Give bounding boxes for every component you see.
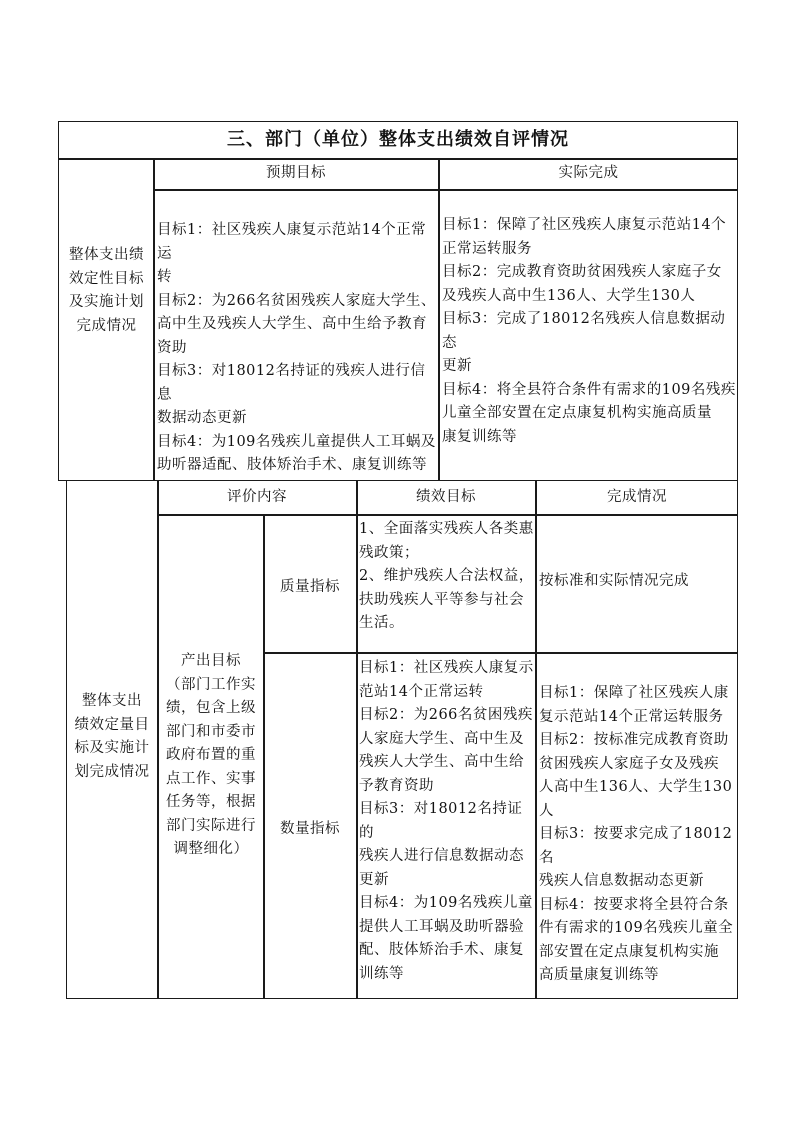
actual-completion-text: 目标1：保障了社区残疾人康复示范站14个 正常运转服务 目标2：完成教育资助贫困残疾人家庭子女 及残疾人高中生136人、大学生130人 目标3：完成了18012名残疾人信息数据动态 更新 目标4：将全县符合条件有需求的109名残疾 儿童全部安置在定点康复机构实施高质量 康复训练等 <box>442 217 736 445</box>
divider <box>58 158 738 160</box>
quality-target-text: 1、全面落实残疾人各类惠 残政策； 2、维护残疾人合法权益， 扶助残疾人平等参与社会 生活。 <box>359 521 534 631</box>
column-header-eval: 评价内容 <box>227 489 287 505</box>
output-goal-label: 产出目标 （部门工作实 绩，包含上级 部门和市委市 政府布置的重 点工作、实事 任务等，根据 部门实际进行 调整细化） <box>166 653 256 857</box>
column-header-actual: 实际完成 <box>558 165 619 181</box>
row-label-qualitative: 整体支出绩 效定性目标 及实施计划 完成情况 <box>69 247 144 334</box>
divider <box>263 652 738 654</box>
quantity-target-text: 目标1：社区残疾人康复示 范站14个正常运转 目标2：为266名贫困残疾 人家庭大学生、高中生及 残疾人大学生、高中生给 予教育资助 目标3：对18012名持证的 残疾人进行信息数据动态 更新 目标4：为109名残疾儿童 提供人工耳蜗及助听器验 配、肢体矫治手术、康复 训练等 <box>359 660 534 982</box>
expected-goals-text: 目标1：社区残疾人康复示范站14个正常运 转 目标2：为266名贫困残疾人家庭大学生、 高中生及残疾人大学生、高中生给予教育 资助 目标3：对18012名持证的残疾人进行信息 数据动态更新 目标4：为109名残疾儿童提供人工耳蜗及 助听器适配、肢体矫治手术、康复训练等 <box>157 222 436 473</box>
divider <box>438 158 440 481</box>
quantity-indicator-label: 数量指标 <box>280 821 340 837</box>
divider <box>356 481 358 999</box>
column-header-target: 绩效目标 <box>416 489 476 505</box>
divider <box>153 189 738 191</box>
quality-done-text: 按标准和实际情况完成 <box>539 573 689 589</box>
quantity-done-text: 目标1：保障了社区残疾人康 复示范站14个正常运转服务 目标2：按标准完成教育资助 贫困残疾人家庭子女及残疾 人高中生136人、大学生130人 目标3：按要求完成了18012名 残疾人信息数据动态更新 目标4：按要求将全县符合条 件有需求的109名残疾儿童全 部安置在定点康复机构实施 高质量康复训练等 <box>539 685 734 983</box>
divider <box>157 514 738 516</box>
column-header-expected: 预期目标 <box>266 165 326 181</box>
page-title: 三、部门（单位）整体支出绩效自评情况 <box>227 129 569 150</box>
row-label-quantitative: 整体支出 绩效定量目 标及实施计 划完成情况 <box>74 693 150 780</box>
divider <box>153 158 155 481</box>
column-header-done: 完成情况 <box>607 489 667 505</box>
quality-indicator-label: 质量指标 <box>280 579 340 595</box>
